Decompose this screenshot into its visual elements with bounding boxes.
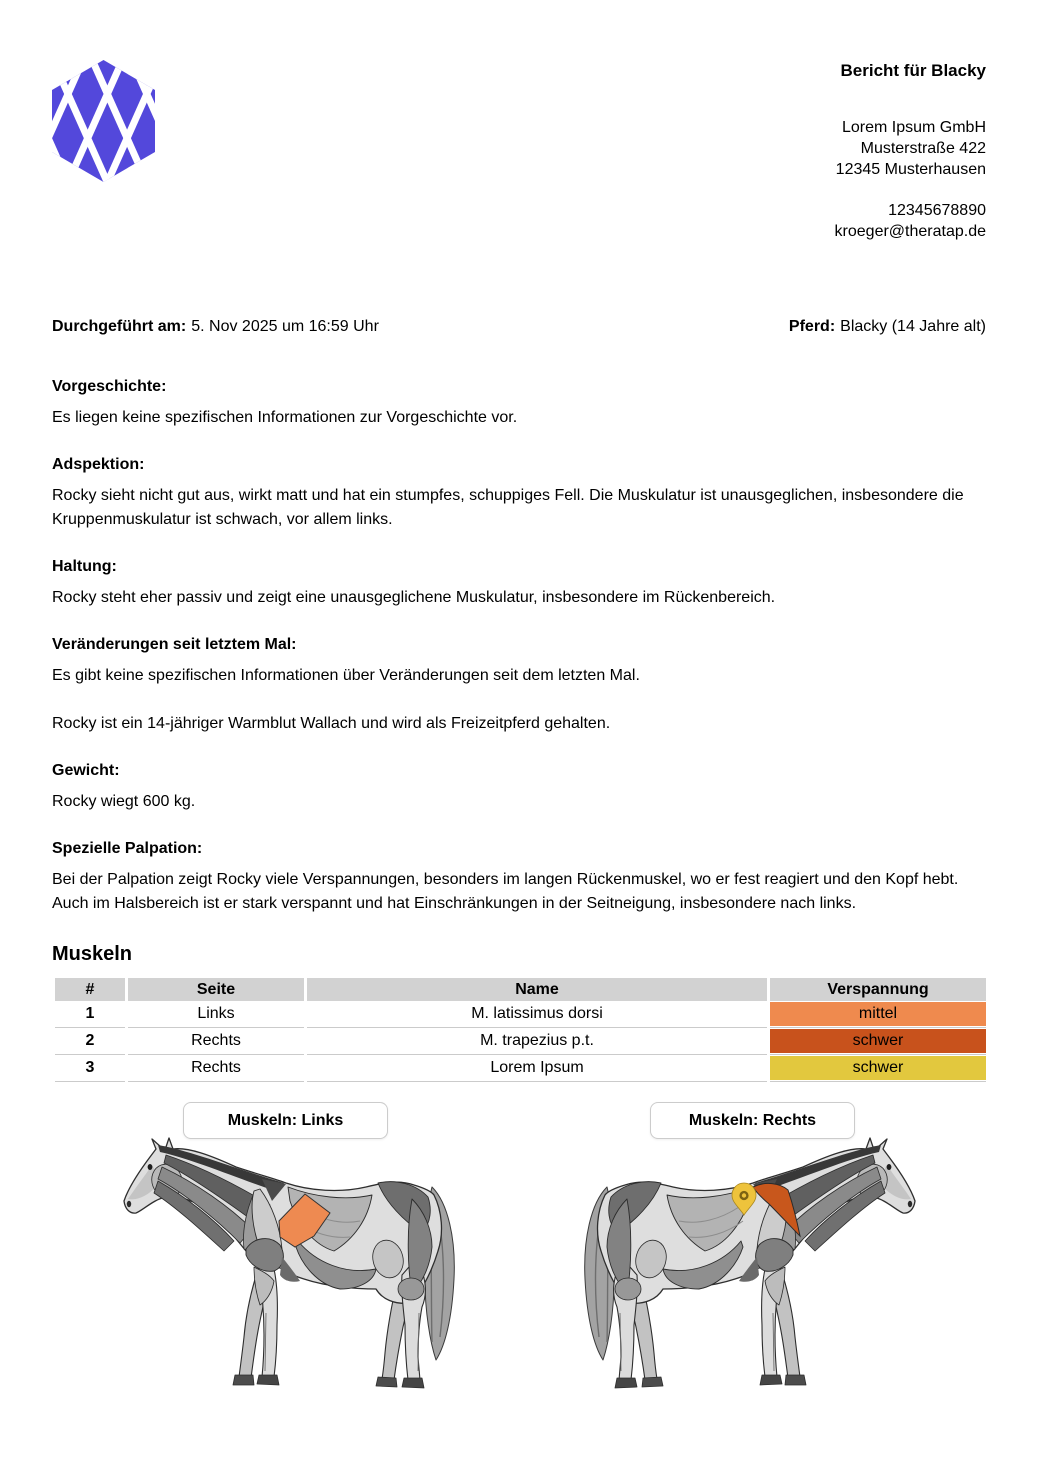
company-logo-icon [52,60,155,182]
performed-at-value: 5. Nov 2025 um 16:59 Uhr [191,318,379,335]
section-body: Rocky steht eher passiv und zeigt eine unausgeglichene Muskulatur, insbesondere im Rückenbereich. [52,589,776,606]
section-adspektion [52,454,986,532]
section-body: Rocky wiegt 600 kg. [52,793,196,810]
muscle-diagrams [52,1102,986,1395]
performed-at [52,318,379,336]
table-row [55,1001,986,1028]
section-heading: Vorgeschichte: [52,378,167,395]
section-palpation [52,838,986,916]
section-heading: Veränderungen seit letztem Mal: [52,636,297,653]
company-phone: 12345678890 [888,202,986,219]
column-header-name: Name [307,978,767,1001]
company-email: kroeger@theratap.de [834,223,986,240]
horse-info [789,318,986,336]
company-city: 12345 Musterhausen [835,161,986,178]
row-name: M. latissimus dorsi [307,1001,767,1028]
row-num: 3 [55,1055,125,1082]
header [52,60,986,242]
header-contact-block [835,60,986,242]
section-heading: Haltung: [52,558,117,575]
muscles-table-header-row [55,978,986,1001]
table-row [55,1055,986,1082]
report-sections [52,376,986,916]
row-name: M. trapezius p.t. [307,1028,767,1055]
row-side: Rechts [128,1028,304,1055]
section-heading: Spezielle Palpation: [52,840,203,857]
horse-muscle-diagram-right [581,1133,925,1395]
table-row [55,1028,986,1055]
section-body: Es liegen keine spezifischen Informationen zur Vorgeschichte vor. [52,409,518,426]
section-heading: Gewicht: [52,762,120,779]
section-gewicht [52,760,986,814]
meta-row [52,318,986,336]
severity-badge: schwer [770,1029,986,1053]
row-severity-cell [770,1028,986,1055]
row-name: Lorem Ipsum [307,1055,767,1082]
horse-value: Blacky (14 Jahre alt) [840,318,986,335]
row-num: 1 [55,1001,125,1028]
section-haltung [52,556,986,610]
performed-at-label: Durchgeführt am: [52,318,187,335]
row-num: 2 [55,1028,125,1055]
row-severity-cell [770,1001,986,1028]
muscles-table [52,978,989,1082]
section-body: Es gibt keine spezifischen Informationen über Veränderungen seit dem letzten Mal. [52,667,640,684]
row-severity-cell [770,1055,986,1082]
section-body: Bei der Palpation zeigt Rocky viele Verspannungen, besonders im langen Rückenmuskel, wo er fest reagiert und den Kopf hebt. Auch im Halsbereich ist er stark verspannt und hat Einschränkungen in der Seitneigung, insbesondere nach links. [52,871,959,912]
column-header-num: # [55,978,125,1001]
diagram-label-right: Muskeln: Rechts [650,1102,855,1139]
company-street: Musterstraße 422 [860,140,986,157]
section-body: Rocky ist ein 14-jähriger Warmblut Wallach und wird als Freizeitpferd gehalten. [52,715,611,732]
report-title: Bericht für Blacky [840,61,986,80]
row-side: Links [128,1001,304,1028]
severity-badge: mittel [770,1002,986,1026]
section-body: Rocky sieht nicht gut aus, wirkt matt und hat ein stumpfes, schuppiges Fell. Die Muskulatur ist unausgeglichen, insbesondere die Kruppenmuskulatur ist schwach, vor allem links. [52,487,964,528]
row-side: Rechts [128,1055,304,1082]
severity-badge: schwer [770,1056,986,1080]
muscles-title: Muskeln [52,943,133,965]
company-name: Lorem Ipsum GmbH [841,119,986,136]
section-allgemein [52,712,986,736]
diagram-label-left: Muskeln: Links [183,1102,388,1139]
column-header-verspannung: Verspannung [770,978,986,1001]
column-header-side: Seite [128,978,304,1001]
horse-muscle-diagram-left [114,1133,458,1395]
horse-label: Pferd: [788,318,836,335]
section-heading: Adspektion: [52,456,145,473]
section-veraenderungen [52,634,986,688]
diagram-left-column [52,1102,519,1395]
diagram-right-column [519,1102,986,1395]
section-vorgeschichte [52,376,986,430]
